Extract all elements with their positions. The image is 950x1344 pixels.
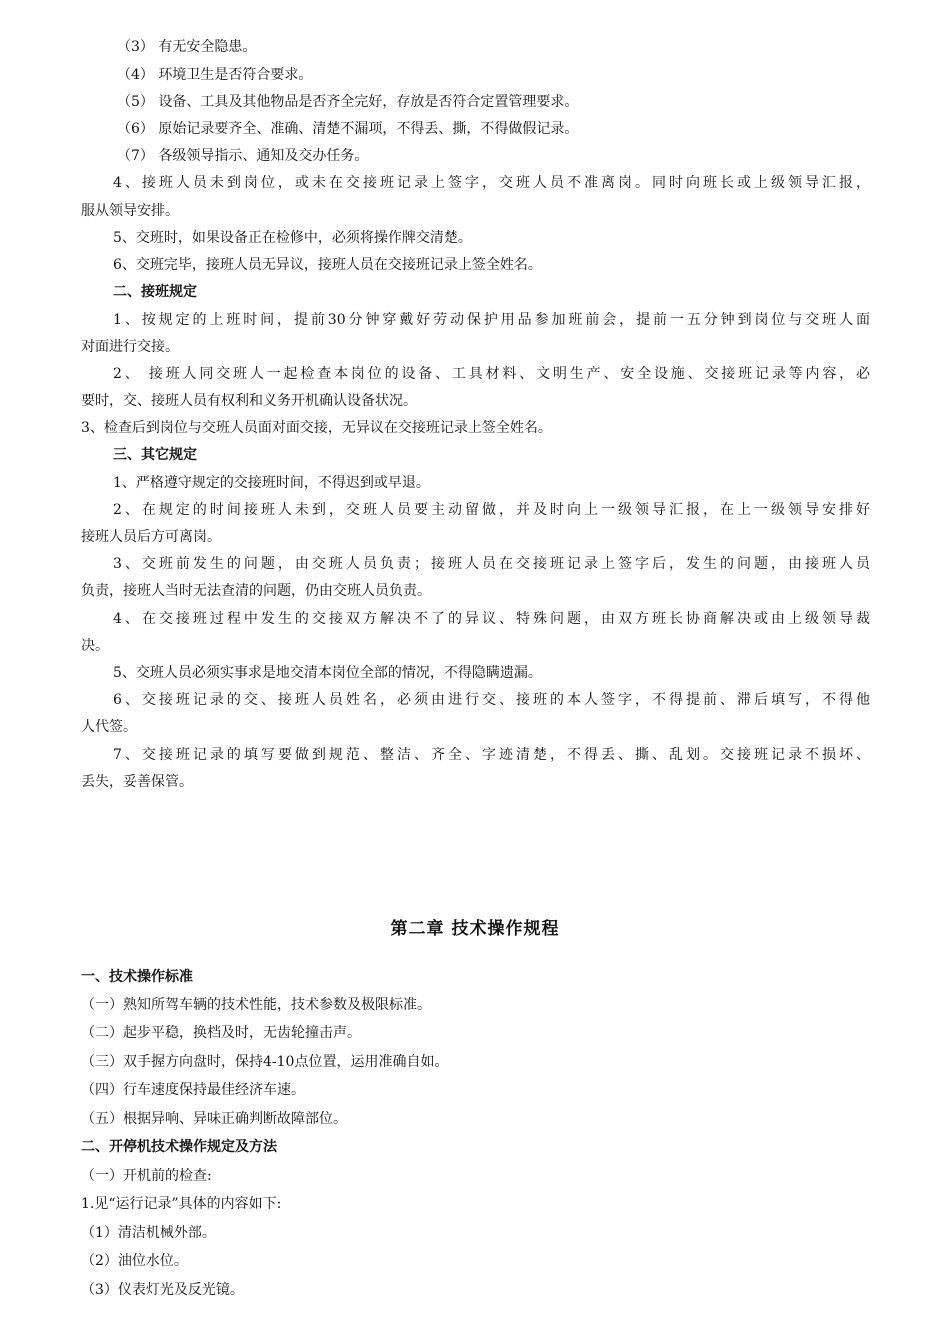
other-rule-7-line-2: 丢失，妥善保管。 — [81, 774, 193, 790]
list-item: （6） 原始记录要齐全、准确、清楚不漏项，不得丢、撕，不得做假记录。 — [117, 121, 579, 137]
section-heading-handover: 二、接班规定 — [113, 284, 197, 300]
rule-6: 6、交班完毕，接班人员无异议，接班人员在交接班记录上签全姓名。 — [113, 257, 542, 273]
handover-rule-3: 3、检查后到岗位与交班人员面对面交接，无异议在交接班记录上签全姓名。 — [81, 420, 552, 436]
other-rule-2-line-2: 接班人员后方可离岗。 — [81, 529, 221, 545]
list-item: （3） 有无安全隐患。 — [117, 39, 257, 55]
other-rule-3-line-1: 3、交班前发生的问题，由交班人员负责；接班人员在交接班记录上签字后，发生的问题，由接班人员 — [113, 556, 870, 572]
other-rule-6-line-1: 6、交接班记录的交、接班人员姓名，必须由进行交、接班的本人签字，不得提前、滞后填写，不得他 — [113, 692, 870, 708]
standard-item: （三）双手握方向盘时，保持4-10点位置，运用准确自如。 — [81, 1054, 449, 1070]
subheading-precheck: （一）开机前的检查: — [81, 1168, 212, 1184]
handover-rule-2-line-1: 2、 接班人同交班人一起检查本岗位的设备、工具材料、文明生产、安全设施、交接班记录等内容，必 — [113, 366, 870, 382]
precheck-item-1: 1.见“运行记录”具体的内容如下: — [81, 1196, 282, 1212]
standard-item: （五）根据异响、异味正确判断故障部位。 — [81, 1111, 347, 1127]
other-rule-3-line-2: 负责，接班人当时无法查清的问题，仍由交班人员负责。 — [81, 583, 431, 599]
other-rule-2-line-1: 2、在规定的时间接班人未到，交班人员要主动留做，并及时向上一级领导汇报，在上一级领导安排好 — [113, 502, 870, 518]
handover-rule-1-line-1: 1、按规定的上班时间，提前30分钟穿戴好劳动保护用品参加班前会，提前一五分钟到岗位与交班人面 — [113, 312, 870, 328]
check-item: （3）仪表灯光及反光镜。 — [81, 1282, 244, 1298]
rule-4-line-1: 4、接班人员未到岗位，或未在交接班记录上签字，交班人员不准离岗。同时向班长或上级领导汇报， — [113, 175, 870, 191]
check-item: （1）清洁机械外部。 — [81, 1225, 216, 1241]
section-heading-startstop: 二、开停机技术操作规定及方法 — [81, 1139, 277, 1155]
other-rule-5: 5、交班人员必须实事求是地交清本岗位全部的情况，不得隐瞒遗漏。 — [113, 665, 542, 681]
section-heading-standards: 一、技术操作标准 — [81, 969, 193, 985]
chapter-title: 第二章 技术操作规程 — [390, 919, 560, 939]
rule-4-line-2: 服从领导安排。 — [81, 203, 179, 219]
section-heading-other: 三、其它规定 — [113, 447, 197, 463]
standard-item: （四）行车速度保持最佳经济车速。 — [81, 1082, 305, 1098]
rule-5: 5、交班时，如果设备正在检修中，必须将操作牌交清楚。 — [113, 230, 472, 246]
check-item: （2）油位水位。 — [81, 1253, 188, 1269]
list-item: （7） 各级领导指示、通知及交办任务。 — [117, 148, 369, 164]
handover-rule-2-line-2: 要时，交、接班人员有权利和义务开机确认设备状况。 — [81, 393, 417, 409]
other-rule-6-line-2: 人代签。 — [81, 719, 137, 735]
other-rule-4-line-1: 4、在交接班过程中发生的交接双方解决不了的异议、特殊问题，由双方班长协商解决或由上级领导裁 — [113, 611, 870, 627]
other-rule-7-line-1: 7、交接班记录的填写要做到规范、整洁、齐全、字迹清楚，不得丢、撕、乱划。交接班记录不损坏、 — [113, 747, 870, 763]
handover-rule-1-line-2: 对面进行交接。 — [81, 339, 179, 355]
list-item: （4） 环境卫生是否符合要求。 — [117, 67, 313, 83]
other-rule-1: 1、严格遵守规定的交接班时间，不得迟到或早退。 — [113, 475, 430, 491]
standard-item: （二）起步平稳，换档及时，无齿轮撞击声。 — [81, 1025, 361, 1041]
standard-item: （一）熟知所驾车辆的技术性能，技术参数及极限标准。 — [81, 997, 431, 1013]
other-rule-4-line-2: 决。 — [81, 638, 109, 654]
list-item: （5） 设备、工具及其他物品是否齐全完好，存放是否符合定置管理要求。 — [117, 94, 579, 110]
